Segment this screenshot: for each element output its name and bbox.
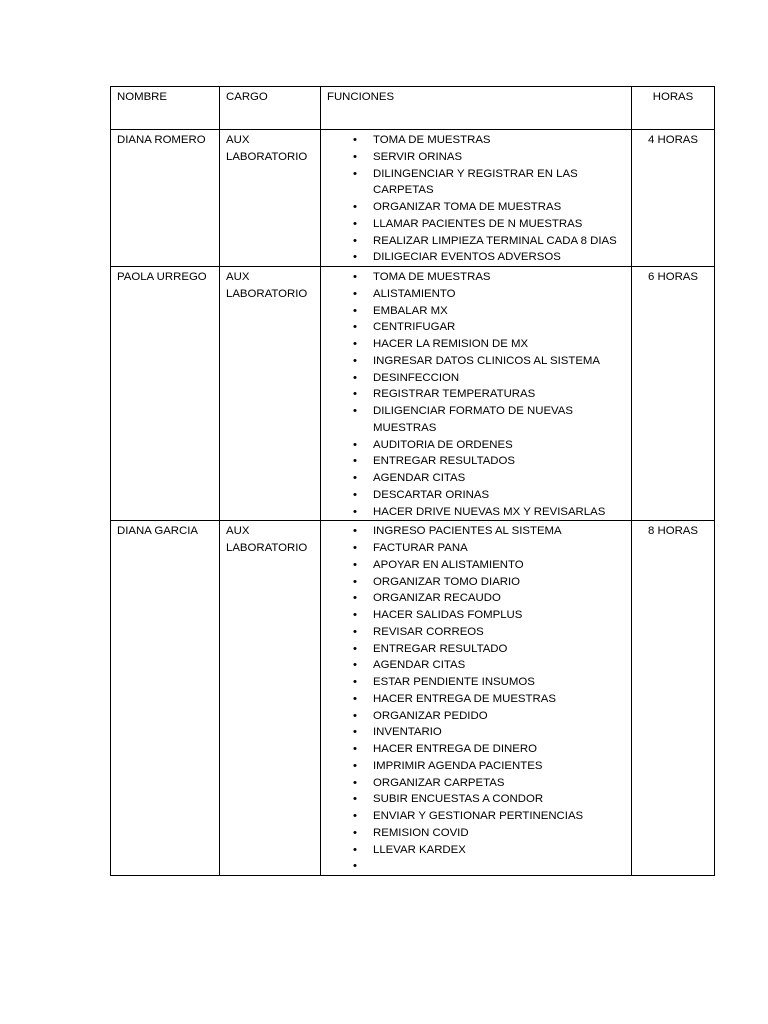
table-header-row [111, 87, 715, 130]
list-item: • FACTURAR PANA [327, 540, 625, 557]
list-item: • SERVIR ORINAS [327, 149, 625, 166]
list-item: • ORGANIZAR TOMO DIARIO [327, 574, 625, 591]
list-item: • EMBALAR MX [327, 303, 625, 320]
functions-list [327, 132, 625, 266]
cell-horas: 8 HORAS [632, 521, 715, 876]
list-item: • CENTRIFUGAR [327, 319, 625, 336]
list-item: • ORGANIZAR PEDIDO [327, 708, 625, 725]
list-item: • APOYAR EN ALISTAMIENTO [327, 557, 625, 574]
list-item: • ORGANIZAR CARPETAS [327, 775, 625, 792]
list-item: • ENVIAR Y GESTIONAR PERTINENCIAS [327, 808, 625, 825]
cell-nombre: DIANA ROMERO [111, 130, 220, 267]
cell-funciones [321, 521, 632, 876]
cell-nombre: DIANA GARCIA [111, 521, 220, 876]
list-item: • ORGANIZAR RECAUDO [327, 590, 625, 607]
header-nombre: NOMBRE [111, 87, 220, 130]
list-item: • HACER ENTREGA DE DINERO [327, 741, 625, 758]
list-item: • INGRESO PACIENTES AL SISTEMA [327, 523, 625, 540]
list-item: • INGRESAR DATOS CLINICOS AL SISTEMA [327, 353, 625, 370]
list-item: • HACER LA REMISION DE MX [327, 336, 625, 353]
list-item: • DILIGECIAR EVENTOS ADVERSOS [327, 249, 625, 266]
list-item: • REGISTRAR TEMPERATURAS [327, 386, 625, 403]
cell-cargo: AUX LABORATORIO [220, 130, 321, 267]
list-item: • AGENDAR CITAS [327, 470, 625, 487]
table-row [111, 130, 715, 267]
list-item: • REVISAR CORREOS [327, 624, 625, 641]
list-item: • HACER SALIDAS FOMPLUS [327, 607, 625, 624]
list-item: • REALIZAR LIMPIEZA TERMINAL CADA 8 DIAS [327, 233, 625, 250]
list-item: • LLAMAR PACIENTES DE N MUESTRAS [327, 216, 625, 233]
list-item: • ENTREGAR RESULTADOS [327, 453, 625, 470]
list-item: • DESCARTAR ORINAS [327, 487, 625, 504]
list-item: • ENTREGAR RESULTADO [327, 641, 625, 658]
list-item: • DILIGENCIAR FORMATO DE NUEVAS MUESTRAS [327, 403, 625, 437]
list-item: • TOMA DE MUESTRAS [327, 269, 625, 286]
cell-funciones [321, 267, 632, 521]
list-item: • AUDITORIA DE ORDENES [327, 437, 625, 454]
cell-cargo: AUX LABORATORIO [220, 267, 321, 521]
table-row [111, 521, 715, 876]
list-item: • LLEVAR KARDEX [327, 842, 625, 859]
list-item: • ORGANIZAR TOMA DE MUESTRAS [327, 199, 625, 216]
cell-nombre: PAOLA URREGO [111, 267, 220, 521]
cell-funciones [321, 130, 632, 267]
cell-horas: 4 HORAS [632, 130, 715, 267]
cell-cargo: AUX LABORATORIO [220, 521, 321, 876]
list-item: • SUBIR ENCUESTAS A CONDOR [327, 791, 625, 808]
list-item: • TOMA DE MUESTRAS [327, 132, 625, 149]
table-row [111, 267, 715, 521]
cell-horas: 6 HORAS [632, 267, 715, 521]
list-item: • HACER ENTREGA DE MUESTRAS [327, 691, 625, 708]
header-funciones: FUNCIONES [321, 87, 632, 130]
list-item: • DILINGENCIAR Y REGISTRAR EN LAS CARPETAS [327, 166, 625, 200]
list-item: • INVENTARIO [327, 724, 625, 741]
list-item: • DESINFECCION [327, 370, 625, 387]
list-item: • REMISION COVID [327, 825, 625, 842]
list-item: • HACER DRIVE NUEVAS MX Y REVISARLAS [327, 504, 625, 521]
header-cargo: CARGO [220, 87, 321, 130]
staff-functions-table [110, 86, 715, 876]
list-item: • ALISTAMIENTO [327, 286, 625, 303]
functions-list [327, 523, 625, 875]
list-item [327, 858, 625, 875]
header-horas: HORAS [632, 87, 715, 130]
list-item: • ESTAR PENDIENTE INSUMOS [327, 674, 625, 691]
functions-list [327, 269, 625, 520]
list-item: • IMPRIMIR AGENDA PACIENTES [327, 758, 625, 775]
list-item: • AGENDAR CITAS [327, 657, 625, 674]
